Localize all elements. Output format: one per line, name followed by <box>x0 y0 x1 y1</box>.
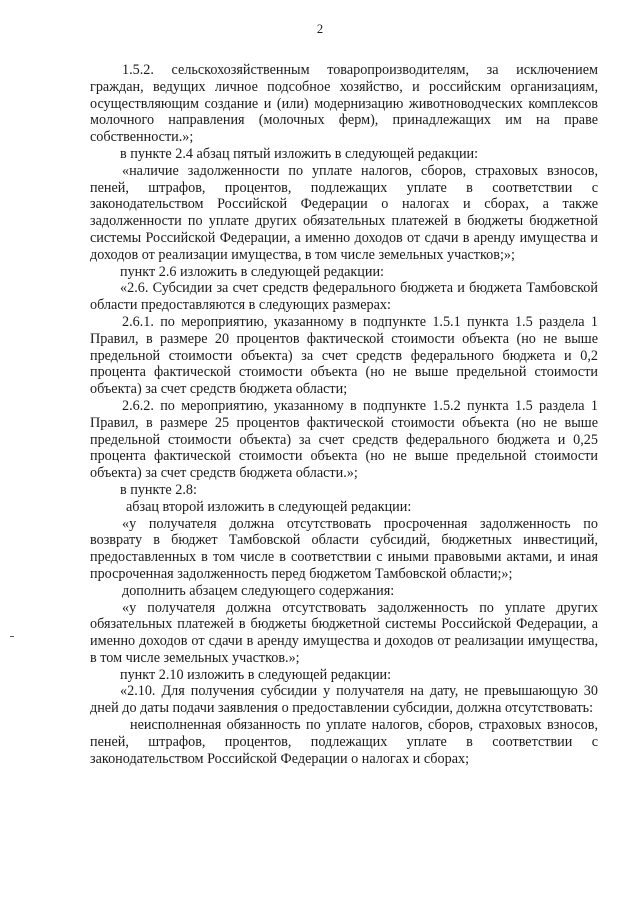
paragraph-2-6-2: 2.6.2. по мероприятию, указанному в подпункте 1.5.2 пункта 1.5 раздела 1 Правил, в размере 25 процентов фактической стоимости объекта (но не выше предельной стоимости объекта) за счет средств федерального бюджета и 0,25 процента фактической стоимости объекта (но не выше предельной стоимости объекта) за счет средств бюджета области.»; <box>90 397 598 482</box>
document-body <box>90 62 598 767</box>
paragraph-overdue-debt: «у получателя должна отсутствовать просроченная задолженность по возврату в бюджет Тамбовской области субсидий, бюджетных инвестиций, предоставленных в том числе в соответствии с иными правовыми актами, и иная просроченная задолженность перед бюджетом Тамбовской области;»; <box>90 515 598 582</box>
paragraph-second-abzac: абзац второй изложить в следующей редакции: <box>126 498 412 515</box>
paragraph-point-2-6-intro: пункт 2.6 изложить в следующей редакции: <box>120 263 384 280</box>
paragraph-1-5-2: 1.5.2. сельскохозяйственным товаропроизводителям, за исключением граждан, ведущих личное подсобное хозяйство, и российским организациям, осуществляющим создание и (или) модернизацию животноводческих комплексов молочного направления (молочных ферм), принадлежащих им на праве собственности.»; <box>90 62 598 146</box>
paragraph-unfulfilled-obligation: неисполненная обязанность по уплате налогов, сборов, страховых взносов, пеней, штрафов, процентов, подлежащих уплате в соответствии с законодательством Российской Федерации о налогах и сборах; <box>90 717 598 767</box>
paragraph-other-payments-debt: «у получателя должна отсутствовать задолженность по уплате других обязательных платежей в бюджеты бюджетной системы Российской Федерации, а именно доходов от сдачи в аренду имущества и доходов от реализации имущества, в том числе земельных участков.»; <box>90 599 598 666</box>
paragraph-point-2-8-intro: в пункте 2.8: <box>120 481 197 498</box>
paragraph-2-6-1: 2.6.1. по мероприятию, указанному в подпункте 1.5.1 пункта 1.5 раздела 1 Правил, в размере 20 процентов фактической стоимости объекта (но не выше предельной стоимости объекта) за счет средств федерального бюджета и 0,2 процента фактической стоимости объекта (но не выше предельной стоимости объекта) за счет средств бюджета области; <box>90 313 598 398</box>
paragraph-debt-presence: «наличие задолженности по уплате налогов, сборов, страховых взносов, пеней, штрафов, процентов, подлежащих уплате в соответствии с законодательством Российской Федерации о налогах и сборах, а также задолженности по уплате других обязательных платежей в бюджеты бюджетной системы Российской Федерации, а именно доходов от сдачи в аренду имущества и доходов от реализации имущества, в том числе земельных участков;»; <box>90 162 598 263</box>
paragraph-2-10: «2.10. Для получения субсидии у получателя на дату, не превышающую 30 дней до даты подачи заявления о предоставлении субсидии, должна отсутствовать: <box>90 683 598 717</box>
paragraph-2-6: «2.6. Субсидии за счет средств федерального бюджета и бюджета Тамбовской области предоставляются в следующих размерах: <box>90 280 598 314</box>
paragraph-point-2-10-intro: пункт 2.10 изложить в следующей редакции: <box>120 666 392 683</box>
paragraph-add-abzac: дополнить абзацем следующего содержания: <box>122 582 395 599</box>
margin-mark <box>10 636 14 637</box>
paragraph-point-2-4-intro: в пункте 2.4 абзац пятый изложить в следующей редакции: <box>120 145 479 162</box>
page-number: 2 <box>316 22 324 36</box>
